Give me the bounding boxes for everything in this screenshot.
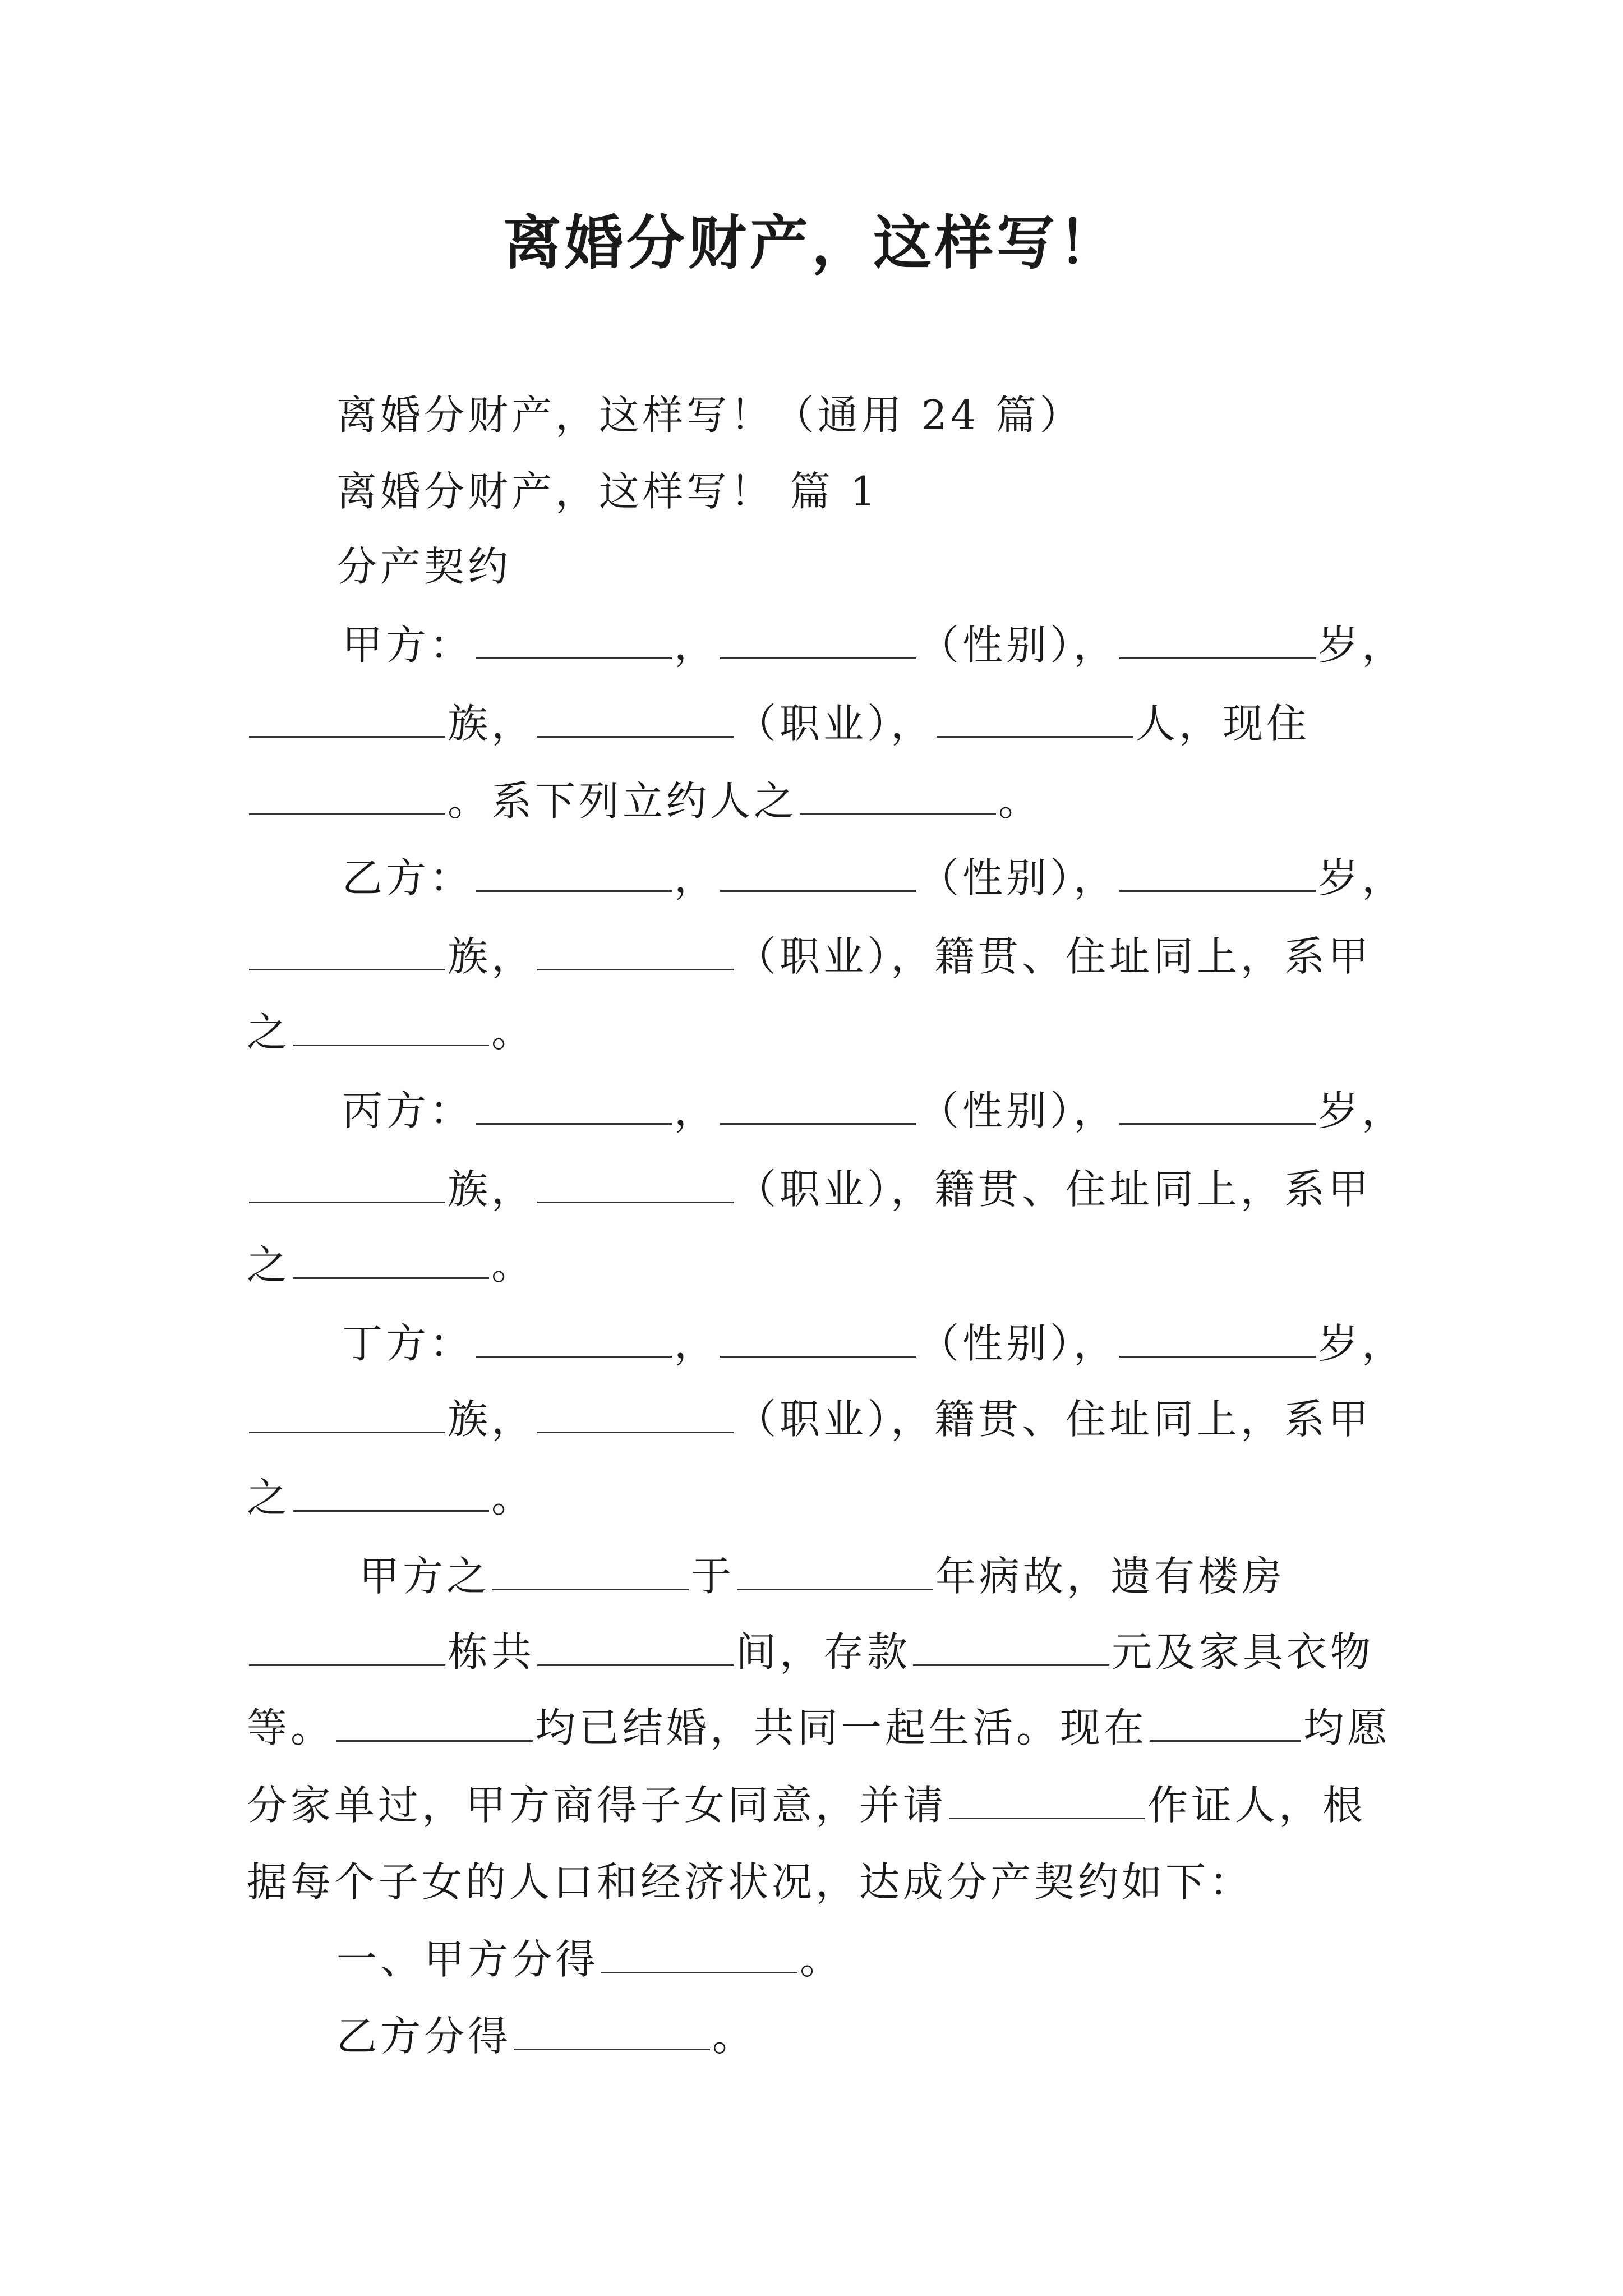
text-segment: 年病故，遗有楼房 bbox=[935, 1553, 1286, 1600]
text-segment: 人，现住 bbox=[1135, 700, 1311, 747]
text-segment: 。 bbox=[491, 1474, 536, 1521]
text-segment: 乙方： bbox=[342, 854, 474, 901]
document-title: 离婚分财产，这样写！ bbox=[502, 208, 1120, 277]
blank-fill-line bbox=[336, 1704, 533, 1742]
blank-fill-line bbox=[720, 1087, 916, 1125]
text-segment: （职业），籍贯、住址同上，系甲 bbox=[736, 933, 1372, 980]
text-line bbox=[247, 1237, 535, 1293]
text-segment: 族， bbox=[448, 1396, 536, 1443]
blank-fill-line bbox=[800, 777, 996, 815]
blank-fill-line bbox=[737, 1553, 933, 1590]
blank-fill-line bbox=[720, 1320, 916, 1358]
text-segment: 间，存款 bbox=[736, 1628, 911, 1676]
text-segment: 族， bbox=[448, 1166, 536, 1213]
text-line bbox=[247, 1161, 1372, 1217]
text-segment: 之 bbox=[247, 1009, 291, 1056]
blank-fill-line bbox=[1119, 854, 1316, 892]
blank-fill-line bbox=[476, 1320, 672, 1358]
text-line bbox=[247, 928, 1372, 984]
text-segment: 甲方： bbox=[342, 622, 474, 669]
blank-fill-line bbox=[514, 2013, 710, 2050]
text-segment: 离婚分财产，这样写！（通用 24 篇） bbox=[336, 392, 1083, 439]
text-segment: 。 bbox=[800, 1936, 844, 1983]
text-segment: 栋共 bbox=[448, 1628, 536, 1676]
text-line bbox=[359, 1548, 1285, 1604]
text-segment: ， bbox=[674, 1087, 718, 1134]
text-segment: 甲方之 bbox=[359, 1553, 491, 1600]
text-line bbox=[247, 1854, 1253, 1910]
text-line bbox=[247, 773, 1042, 829]
text-segment: 岁， bbox=[1318, 1320, 1406, 1367]
blank-fill-line bbox=[249, 700, 445, 738]
text-segment: ， bbox=[674, 854, 718, 901]
text-segment: 元及家具衣物 bbox=[1112, 1628, 1375, 1676]
blank-fill-line bbox=[1150, 1704, 1301, 1742]
blank-fill-line bbox=[720, 854, 916, 892]
text-segment: 丁方： bbox=[342, 1320, 474, 1367]
text-segment: （职业），籍贯、住址同上，系甲 bbox=[736, 1166, 1372, 1213]
text-segment: 一、甲方分得 bbox=[336, 1936, 600, 1983]
blank-fill-line bbox=[249, 933, 445, 970]
text-segment: 。 bbox=[998, 777, 1043, 825]
text-segment: （性别）， bbox=[919, 854, 1118, 901]
blank-fill-line bbox=[537, 700, 734, 738]
text-segment: （性别）， bbox=[919, 1087, 1118, 1134]
text-segment: （性别）， bbox=[919, 622, 1118, 669]
text-segment: 作证人，根 bbox=[1147, 1782, 1367, 1829]
text-segment: 乙方分得 bbox=[336, 2013, 512, 2060]
text-line bbox=[247, 1470, 535, 1526]
blank-fill-line bbox=[1119, 1320, 1316, 1358]
text-segment: 族， bbox=[448, 700, 536, 747]
text-segment: 岁， bbox=[1318, 622, 1406, 669]
text-segment: 据每个子女的人口和经济状况，达成分产契约如下： bbox=[247, 1858, 1253, 1906]
blank-fill-line bbox=[913, 1628, 1109, 1666]
text-line bbox=[336, 463, 879, 519]
blank-fill-line bbox=[249, 1396, 445, 1433]
blank-fill-line bbox=[949, 1782, 1145, 1819]
blank-fill-line bbox=[249, 777, 445, 815]
text-line bbox=[342, 1083, 1405, 1139]
text-line bbox=[336, 2008, 756, 2064]
text-line bbox=[342, 1315, 1405, 1372]
blank-fill-line bbox=[492, 1553, 689, 1590]
text-segment: 之 bbox=[247, 1241, 291, 1289]
text-line bbox=[247, 1391, 1372, 1447]
text-segment: 于 bbox=[691, 1553, 735, 1600]
text-segment: 分产契约 bbox=[336, 543, 512, 590]
blank-fill-line bbox=[476, 854, 672, 892]
text-line bbox=[336, 539, 511, 595]
blank-fill-line bbox=[249, 1166, 445, 1203]
text-segment: ， bbox=[674, 622, 718, 669]
blank-fill-line bbox=[476, 1087, 672, 1125]
text-line bbox=[247, 1624, 1374, 1680]
text-segment: （职业）， bbox=[736, 700, 935, 747]
text-segment: 。系下列立约人之 bbox=[448, 777, 798, 825]
text-segment: 等。 bbox=[247, 1704, 335, 1751]
text-line bbox=[247, 1777, 1366, 1833]
text-segment: 分家单过，甲方商得子女同意，并请 bbox=[247, 1782, 947, 1829]
text-line bbox=[247, 696, 1310, 752]
text-segment: 离婚分财产，这样写！ 篇 1 bbox=[336, 468, 879, 515]
blank-fill-line bbox=[601, 1936, 797, 1973]
blank-fill-line bbox=[720, 622, 916, 659]
blank-fill-line bbox=[1119, 622, 1316, 659]
blank-fill-line bbox=[537, 1166, 734, 1203]
blank-fill-line bbox=[293, 1241, 489, 1279]
text-segment: （职业），籍贯、住址同上，系甲 bbox=[736, 1396, 1372, 1443]
blank-fill-line bbox=[537, 933, 734, 970]
blank-fill-line bbox=[937, 700, 1133, 738]
text-line bbox=[247, 1004, 535, 1060]
text-segment: 均已结婚，共同一起生活。现在 bbox=[535, 1704, 1148, 1751]
blank-fill-line bbox=[293, 1009, 489, 1046]
text-line bbox=[342, 850, 1405, 906]
blank-fill-line bbox=[249, 1628, 445, 1666]
text-segment: 岁， bbox=[1318, 854, 1406, 901]
text-segment: 之 bbox=[247, 1474, 291, 1521]
blank-fill-line bbox=[537, 1396, 734, 1433]
text-line bbox=[336, 387, 1083, 443]
blank-fill-line bbox=[293, 1474, 489, 1512]
text-segment: ， bbox=[674, 1320, 718, 1367]
text-segment: 。 bbox=[491, 1009, 536, 1056]
text-segment: 族， bbox=[448, 933, 536, 980]
text-segment: 。 bbox=[491, 1241, 536, 1289]
blank-fill-line bbox=[537, 1628, 734, 1666]
blank-fill-line bbox=[1119, 1087, 1316, 1125]
text-line bbox=[336, 1931, 843, 1987]
blank-fill-line bbox=[476, 622, 672, 659]
text-segment: 均愿 bbox=[1303, 1704, 1391, 1751]
text-segment: 。 bbox=[712, 2013, 757, 2060]
text-line bbox=[247, 1700, 1391, 1756]
text-segment: （性别）， bbox=[919, 1320, 1118, 1367]
text-line bbox=[342, 617, 1405, 673]
text-segment: 丙方： bbox=[342, 1087, 474, 1134]
text-segment: 岁， bbox=[1318, 1087, 1406, 1134]
